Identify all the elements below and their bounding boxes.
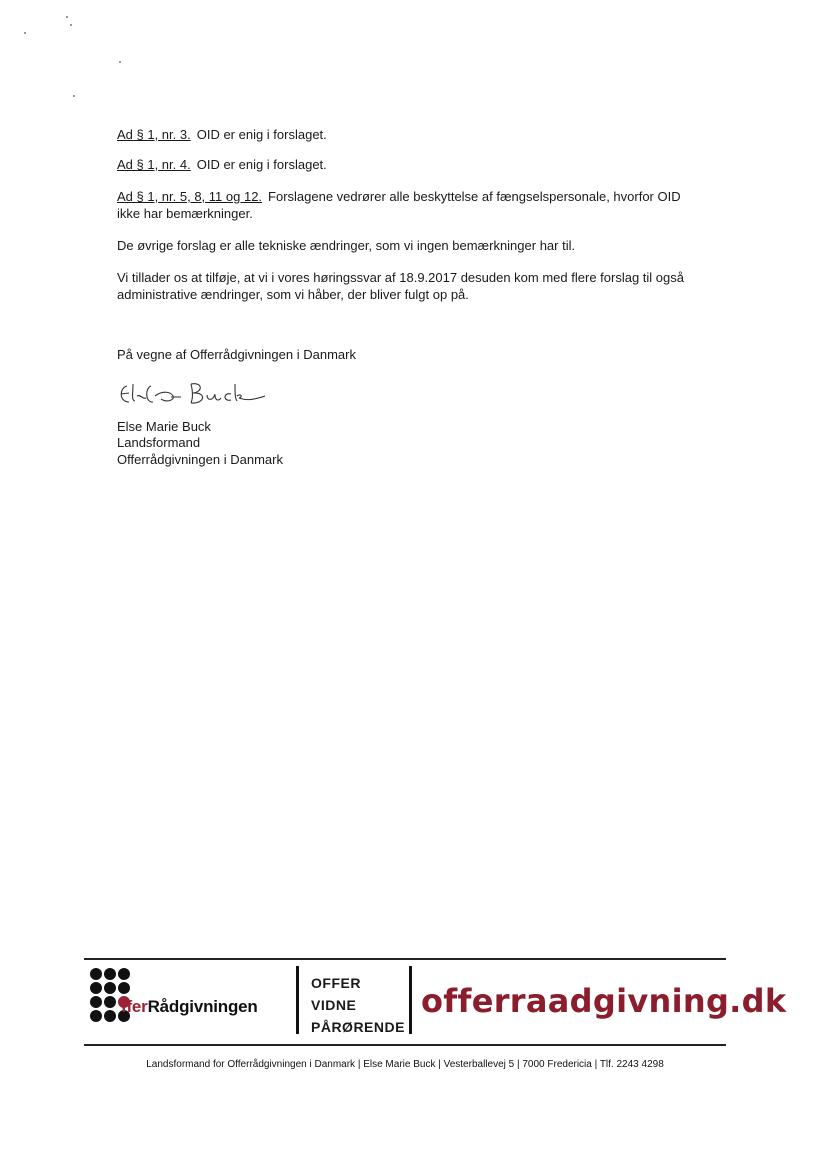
- paragraph-ref: Ad § 1, nr. 5, 8, 11 og 12.: [117, 189, 263, 204]
- tag-parorende: PÅRØRENDE: [311, 1019, 405, 1035]
- logo-wordmark: [121, 997, 258, 1017]
- paragraph-3: [117, 188, 707, 222]
- footer-divider: [296, 966, 299, 1034]
- paragraph-ref: Ad § 1, nr. 4.: [117, 157, 191, 172]
- website-link[interactable]: offerraadgivning.dk: [421, 982, 787, 1020]
- signer-name: Else Marie Buck: [117, 419, 211, 434]
- paragraph-1: [117, 126, 717, 143]
- tag-offer: OFFER: [311, 975, 361, 991]
- paragraph-text: OID er enig i forslaget.: [196, 157, 327, 172]
- signer-title: Landsformand: [117, 435, 201, 450]
- signer-org: Offerrådgivningen i Danmark: [117, 452, 283, 467]
- handwritten-signature: [115, 376, 265, 416]
- tag-vidne: VIDNE: [311, 997, 357, 1013]
- paragraph-text: De øvrige forslag er alle tekniske ændringer, som vi ingen bemærkninger har til.: [117, 238, 576, 253]
- scan-speck: [24, 32, 26, 34]
- logo-suffix: Rådgivningen: [147, 997, 258, 1016]
- paragraph-text: Forslagene vedrører alle beskyttelse af fængselspersonale, hvorfor OID ikke har bemærkninger.: [117, 189, 681, 221]
- paragraph-text: OID er enig i forslaget.: [196, 127, 327, 142]
- footer-top-rule: [84, 958, 726, 960]
- footer-address: Landsformand for Offerrådgivningen i Danmark | Else Marie Buck | Vesterballevej 5 | 7000 Fredericia | Tlf. 2243 4298: [146, 1059, 664, 1070]
- footer-tags: [311, 972, 405, 1038]
- logo-prefix: ffer: [121, 997, 148, 1016]
- paragraph-ref: Ad § 1, nr. 3.: [117, 127, 191, 142]
- paragraph-text: Vi tillader os at tilføje, at vi i vores høringssvar af 18.9.2017 desuden kom med flere forslag til også administrative ændringer, som vi håber, der bliver fulgt op på.: [117, 270, 684, 302]
- paragraph-4: [117, 237, 717, 254]
- scan-speck: [66, 16, 68, 18]
- scan-speck: [70, 24, 72, 26]
- scan-speck: [73, 95, 75, 97]
- paragraph-5: [117, 269, 712, 303]
- closing-line: På vegne af Offerrådgivningen i Danmark: [117, 347, 356, 362]
- footer-bottom-rule: [84, 1044, 726, 1046]
- scan-speck: [119, 61, 121, 63]
- footer-divider: [409, 966, 412, 1034]
- paragraph-2: [117, 156, 717, 173]
